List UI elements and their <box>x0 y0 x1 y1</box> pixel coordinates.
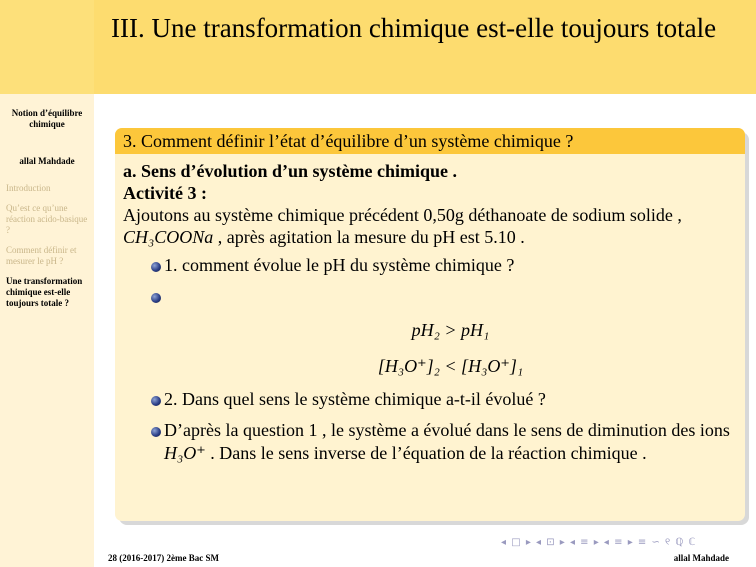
sidebar-nav <box>6 183 92 318</box>
bullet-4-after: . Dans le sens inverse de l’équation de la réaction chimique . <box>205 443 647 463</box>
slide-header <box>94 0 756 94</box>
intro-formula: CH₃COONa <box>123 227 214 247</box>
bullet-ball-icon <box>151 293 161 303</box>
bullet-1-text: 1. comment évolue le pH du système chimique ? <box>164 255 515 275</box>
sidebar <box>0 0 94 567</box>
bullet-3-text: 2. Dans quel sens le système chimique a-t-il évolué ? <box>164 389 546 409</box>
bullet-list <box>123 254 737 465</box>
footer-left: 28 (2016-2017) 2ème Bac SM <box>108 553 219 563</box>
intro-after: , après agitation la mesure du pH est 5.10 . <box>213 227 525 247</box>
intro-paragraph <box>123 204 737 248</box>
bullet-ball-icon <box>151 396 161 406</box>
sidebar-title: Notion d’équilibre chimique <box>11 108 83 129</box>
bullet-4-before: D’après la question 1 , le système a évolué dans le sens de diminution des ions <box>164 420 730 440</box>
bullet-ball-icon <box>151 427 161 437</box>
block-body <box>115 154 745 465</box>
bullet-1 <box>123 254 737 277</box>
sidebar-item-introduction[interactable]: Introduction <box>6 183 51 193</box>
block-inner <box>115 128 745 521</box>
beamer-navigation-icons[interactable]: ◂ □ ▸ ◂ ⊡ ▸ ◂ ≡ ▸ ◂ ≡ ▸ ≡ ∽ ୧ ℚ ℂ <box>501 537 697 548</box>
sidebar-author: allal Mahdade <box>19 156 75 166</box>
sidebar-item-acido-basique[interactable]: Qu’est ce qu’une réaction acido-basique ? <box>6 203 88 235</box>
slide-title: III. Une transformation chimique est-elle toujours totale <box>111 13 717 43</box>
sidebar-header-band <box>0 0 94 94</box>
intro-before: Ajoutons au système chimique précédent 0,50g déthanoate de sodium solide , <box>123 205 682 225</box>
sidebar-item-transformation[interactable]: Une transformation chimique est-elle toujours totale ? <box>6 276 83 308</box>
equation-1: pH₂ > pH₁ <box>411 320 490 340</box>
bullet-4-formula: H₃O⁺ <box>164 443 206 463</box>
bullet-3 <box>123 388 737 411</box>
heading-activity: Activité 3 : <box>123 183 207 203</box>
sidebar-item-ph[interactable]: Comment définir et mesurer le pH ? <box>6 245 77 266</box>
bullet-ball-icon <box>151 262 161 272</box>
bullet-2 <box>123 285 737 380</box>
content-block <box>115 128 745 521</box>
block-title: 3. Comment définir l’état d’équilibre d’un système chimique ? <box>115 128 745 154</box>
bullet-4 <box>123 419 737 465</box>
footer-right: allal Mahdade <box>673 553 729 563</box>
heading-a: a. Sens d’évolution d’un système chimique . <box>123 161 458 181</box>
equation-2: [H₃O⁺]₂ < [H₃O⁺]₁ <box>377 356 524 376</box>
